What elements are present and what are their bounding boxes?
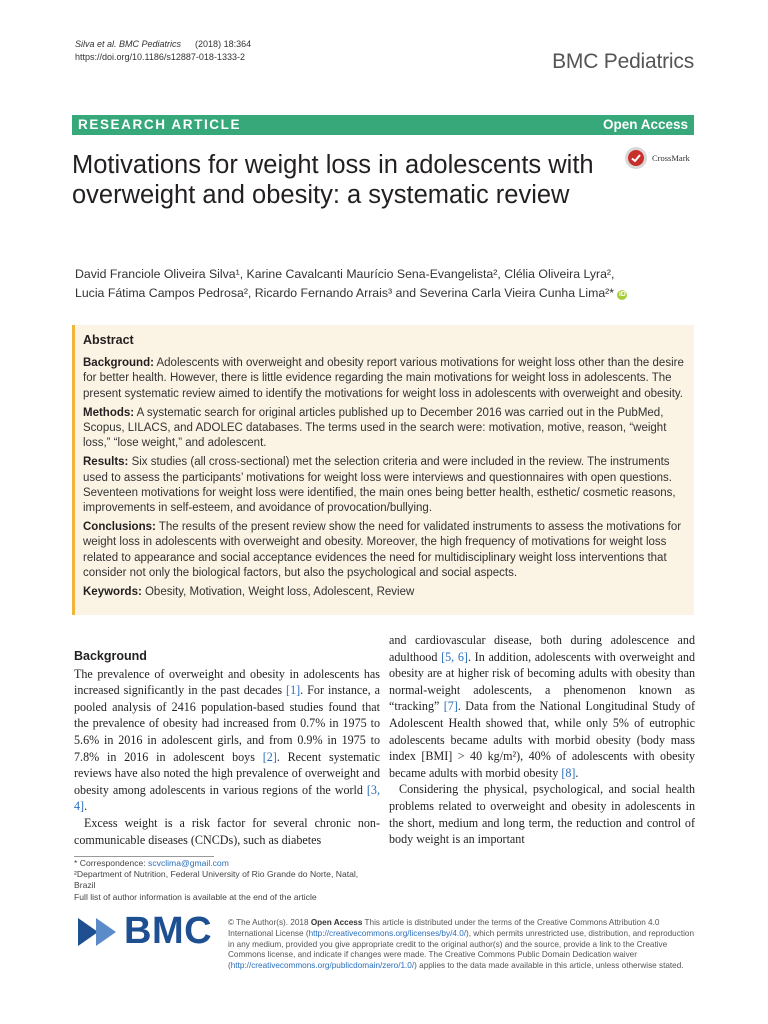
paragraph: The prevalence of overweight and obesity in adolescents has increased significantly in the past decades [1]. For instance, a pooled analysis of 2416 population-based studies found that the prevalence of obesity had increased from 0.7% in 1975 to 5.6% in 2016 in adolescent girls, and from 0.9% in 1975 to 7.8% in 2016 in adolescent boys [2]. Recent systematic reviews have also noted the high prevalence of overweight and obesity among adolescents in various regions of the world [3, 4]. [74, 666, 381, 814]
open-access-label: Open Access [602, 117, 688, 132]
section-heading: Background [74, 649, 147, 663]
orcid-icon[interactable]: iD [618, 291, 626, 298]
abstract-results: Results: Six studies (all cross-sectional) met the selection criteria and were included in the review. The instruments used to assess the participants’ motivations for weight loss were interviews and questionnaires with open questions. Seventeen motivations for weight loss were identified, the main ones being better health, esthetic/ cosmetic reasons, improvements in self-esteem, and avoidance of provocation/bullying. [83, 456, 676, 515]
license-link[interactable]: http://creativecommons.org/licenses/by/4.0/ [308, 928, 467, 938]
authors-line-1: David Franciole Oliveira Silva¹, Karine Cavalcanti Maurício Sena-Evangelista², Clélia Oliveira Lyra², [75, 267, 615, 281]
bmc-logo [76, 910, 212, 953]
correspondence-email[interactable]: scvclima@gmail.com [148, 858, 229, 868]
citation-link[interactable]: [3, 4] [74, 782, 380, 814]
affiliation: ²Department of Nutrition, Federal University of Rio Grande do Norte, Natal, Brazil [74, 869, 359, 891]
license-text: © The Author(s). 2018 Open Access This article is distributed under the terms of the Creative Commons Attribution 4.0 International License (http://creativecommons.org/licenses/by/4.0/), which permits unrestricted use, distribution, and reproduction in any medium, provided you give appropriate credit to the original author(s) and the source, provide a link to the Creative Commons license, and indicate if changes were made. The Creative Commons Public Domain Dedication waiver (http://creativecommons.org/publicdomain/zero/1.0/) applies to the data made available in this article, unless otherwise stated. [228, 918, 695, 971]
author-info-note: Full list of author information is available at the end of the article [74, 891, 317, 902]
abstract-heading: Abstract [83, 333, 134, 347]
correspondence-label: * Correspondence: [74, 858, 149, 868]
citation-link[interactable]: [1] [286, 683, 301, 698]
crossmark-label: CrossMark [652, 153, 690, 163]
footnotes [74, 858, 374, 903]
crossmark-button[interactable] [624, 146, 690, 170]
abstract-background: Background: Adolescents with overweight and obesity report various motivations for weight loss other than the desire for better health. However, there is little evidence regarding the main motivations for weight loss in adolescents. The present systematic review aimed to identify the motivations for weight loss in adolescents with overweight and obesity. [83, 357, 684, 400]
abstract-keywords: Keywords: Obesity, Motivation, Weight loss, Adolescent, Review [83, 586, 415, 599]
paragraph: Considering the physical, psychological, and social health problems related to overweight and obesity in adolescents in the short, medium and long term, the reduction and control of body weight is an important [389, 782, 695, 847]
doi-link[interactable]: https://doi.org/10.1186/s12887-018-1333-2 [75, 52, 245, 62]
journal-name: BMC Pediatrics [552, 50, 694, 73]
abstract-conclusions: Conclusions: The results of the present review show the need for validated instruments to assess the motivations for weight loss in adolescents with overweight and obesity. Moreover, the high frequency of motivations for weight loss related to appearance and social acceptance evidences the need for multidisciplinary weight loss interventions that consider not only the biological factors, but also the psychological and social aspects. [83, 521, 682, 579]
bmc-wordmark: BMC [124, 910, 213, 952]
running-header [75, 38, 251, 64]
citation-link[interactable]: [5, 6] [441, 649, 468, 664]
waiver-link[interactable]: http://creativecommons.org/publicdomain/zero/1.0/ [230, 961, 415, 971]
article-type: RESEARCH ARTICLE [78, 117, 242, 132]
body-column-right [389, 632, 695, 848]
citation-link[interactable]: [8] [561, 765, 576, 780]
open-access-bold: Open Access [310, 918, 363, 927]
footnote-divider [74, 856, 214, 857]
paragraph: Excess weight is a risk factor for several chronic non-communicable diseases (CNCDs), such as diabetes [74, 815, 380, 847]
citation: Silva et al. BMC Pediatrics [75, 39, 182, 49]
crossmark-icon [624, 146, 648, 170]
body-column-left [74, 648, 380, 848]
article-type-banner [72, 115, 694, 135]
abstract-methods: Methods: A systematic search for original articles published up to December 2016 was carried out in the PubMed, Scopus, LILACS, and ADOLEC databases. The terms used in the search were: motivation, motive, reason, “weight loss,” “lose weight,” and adolescent. [83, 406, 667, 450]
year-volume: (2018) 18:364 [195, 39, 252, 49]
abstract-box [72, 325, 694, 615]
author-list [75, 265, 695, 303]
authors-line-2: Lucia Fátima Campos Pedrosa², Ricardo Fernando Arrais³ and Severina Carla Vieira Cunha Lima²* [75, 286, 615, 300]
citation-link[interactable]: [2] [262, 749, 277, 764]
article-title: Motivations for weight loss in adolescents with overweight and obesity: a systematic review [72, 151, 594, 209]
bmc-arrows-icon [76, 912, 118, 952]
paragraph: and cardiovascular disease, both during adolescence and adulthood [5, 6]. In addition, adolescents with overweight and obesity are at higher risk of becoming adults with obesity than normal-weight adolescents, a phenomenon known as “tracking” [7]. Data from the National Longitudinal Study of Adolescent Health showed that, while only 5% of eutrophic adolescents became adults with morbid obesity (body mass index [BMI] > 40 kg/m²), 40% of adolescents with obesity became adults with morbid obesity [8]. [389, 633, 695, 780]
citation-link[interactable]: [7] [443, 699, 458, 714]
